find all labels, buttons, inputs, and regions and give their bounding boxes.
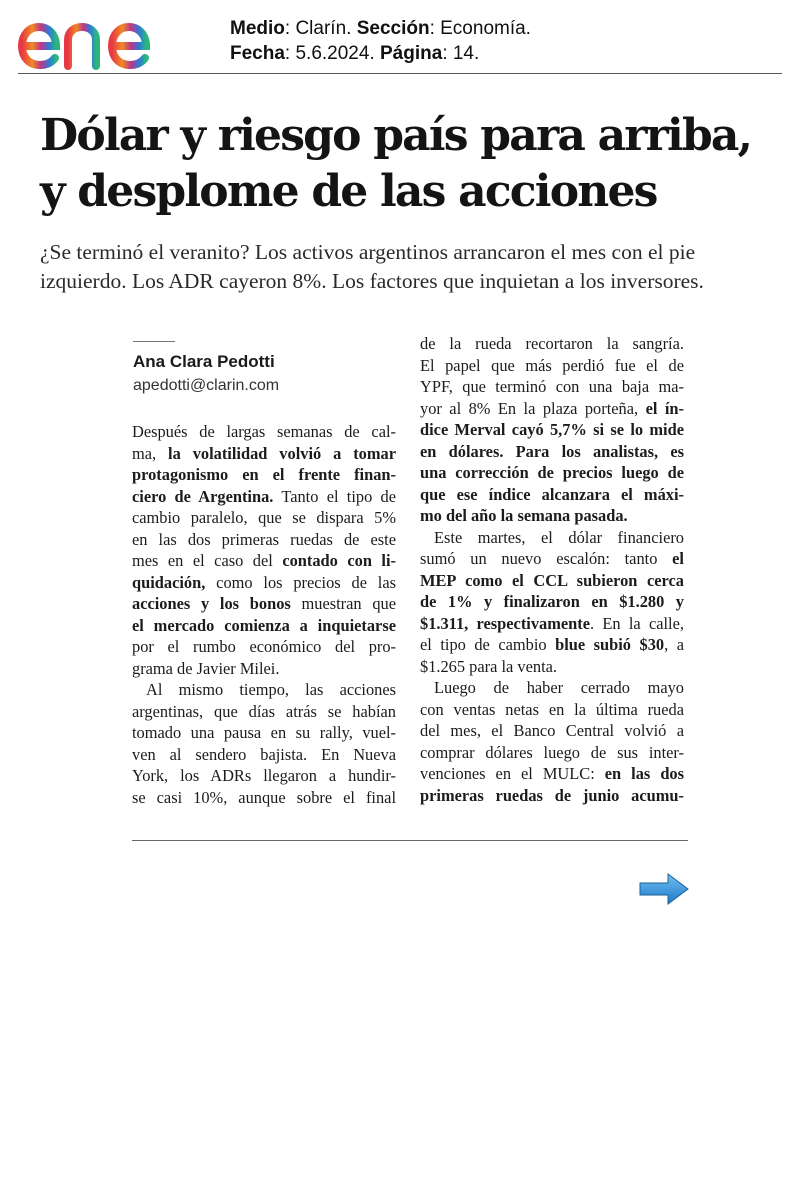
text-line: MEP como el CCL subieron cerca	[420, 570, 684, 590]
seccion-label: Sección	[356, 18, 430, 39]
clipping-meta	[230, 16, 531, 66]
headline-line-1: Dólar y riesgo país para arriba,	[40, 110, 752, 161]
text-line: sumó un nuevo escalón: tanto el	[420, 549, 684, 568]
author-name: Ana Clara Pedotti	[133, 352, 275, 371]
article-column-2	[420, 333, 684, 806]
text-line: con ventas netas en la última rueda	[420, 699, 684, 719]
fecha-value: : 5.6.2024.	[284, 43, 380, 64]
headline-line-2: y desplome de las acciones	[40, 166, 657, 217]
text-line: tomado una pausa en su rally, vuel-	[132, 723, 396, 742]
seccion-value: : Economía.	[429, 18, 531, 39]
clipping-header	[18, 6, 782, 74]
arrow-right-icon[interactable]	[638, 872, 690, 906]
subhead-line-2: izquierdo. Los ADR cayeron 8%. Los factores que inquietan a los inversores.	[40, 269, 704, 293]
text-line: Este martes, el dólar financiero	[434, 527, 684, 547]
text-line: YPF, que terminó con una baja ma-	[420, 377, 684, 396]
text-line: de la rueda recortaron la sangría.	[420, 334, 684, 353]
pagina-label: Página	[380, 43, 443, 64]
text-line: de 1% y finalizaron en $1.280 y	[420, 592, 684, 611]
text-line: mo del año la semana pasada.	[420, 506, 628, 525]
article-column-1	[132, 421, 396, 808]
text-line: primeras ruedas de junio acumu-	[420, 785, 684, 805]
meta-line-1	[230, 16, 531, 41]
text-line: en las dos primeras ruedas de este	[132, 529, 396, 549]
text-line: que ese índice alcanzara el máxi-	[420, 484, 684, 504]
text-line: Después de largas semanas de cal-	[132, 422, 396, 441]
text-line: el tipo de cambio blue subió $30, a	[420, 635, 684, 654]
text-line: ma, la volatilidad volvió a tomar	[132, 443, 396, 463]
text-line: protagonismo en el frente finan-	[132, 465, 396, 484]
text-line: por el rumbo económico del pro-	[132, 637, 396, 656]
article-bottom-divider	[132, 840, 688, 841]
text-line: del mes, el Banco Central volvió a	[420, 721, 684, 740]
text-line: $1.311, respectivamente. En la calle,	[420, 613, 684, 633]
author-email: apedotti@clarin.com	[133, 377, 280, 394]
text-line: El papel que más perdió fue el de	[420, 355, 684, 375]
header-divider	[18, 73, 782, 74]
text-line: $1.265 para la venta.	[420, 656, 557, 676]
text-line: mes en el caso del contado con li-	[132, 551, 396, 570]
article-headline	[40, 108, 800, 220]
text-line: Al mismo tiempo, las acciones	[146, 680, 396, 699]
text-line: grama de Javier Milei.	[132, 658, 280, 678]
text-line: argentinas, que días atrás se habían	[132, 701, 396, 721]
text-line: ciero de Argentina. Tanto el tipo de	[132, 486, 396, 506]
text-line: York, los ADRs llegaron a hundir-	[132, 766, 396, 785]
text-line: yor al 8% En la plaza porteña, el ín-	[420, 398, 684, 418]
text-line: ven al sendero bajista. En Nueva	[132, 744, 396, 764]
text-line: venciones en el MULC: en las dos	[420, 764, 684, 783]
subhead-line-1: ¿Se terminó el veranito? Los activos argentinos arrancaron el mes con el pie	[40, 240, 696, 264]
enel-logo	[18, 6, 190, 72]
text-line: dice Merval cayó 5,7% si se lo mide	[420, 420, 684, 439]
text-line: se casi 10%, aunque sobre el final	[132, 787, 396, 807]
text-line: acciones y los bonos muestran que	[132, 594, 396, 613]
text-line: cambio paralelo, que se dispara 5%	[132, 508, 396, 527]
pagina-value: : 14.	[442, 43, 480, 64]
meta-line-2	[230, 41, 531, 66]
byline-divider	[133, 341, 175, 342]
text-line: comprar dólares luego de sus inter-	[420, 742, 684, 762]
text-line: una corrección de precios luego de	[420, 463, 684, 482]
text-line: quidación, como los precios de las	[132, 572, 396, 592]
text-line: Luego de haber cerrado mayo	[434, 678, 684, 697]
text-line: el mercado comienza a inquietarse	[132, 615, 396, 635]
fecha-label: Fecha	[230, 43, 285, 64]
article-subhead	[40, 238, 790, 296]
text-line: en dólares. Para los analistas, es	[420, 441, 684, 461]
medio-value: : Clarín.	[284, 18, 357, 39]
medio-label: Medio	[230, 18, 285, 39]
